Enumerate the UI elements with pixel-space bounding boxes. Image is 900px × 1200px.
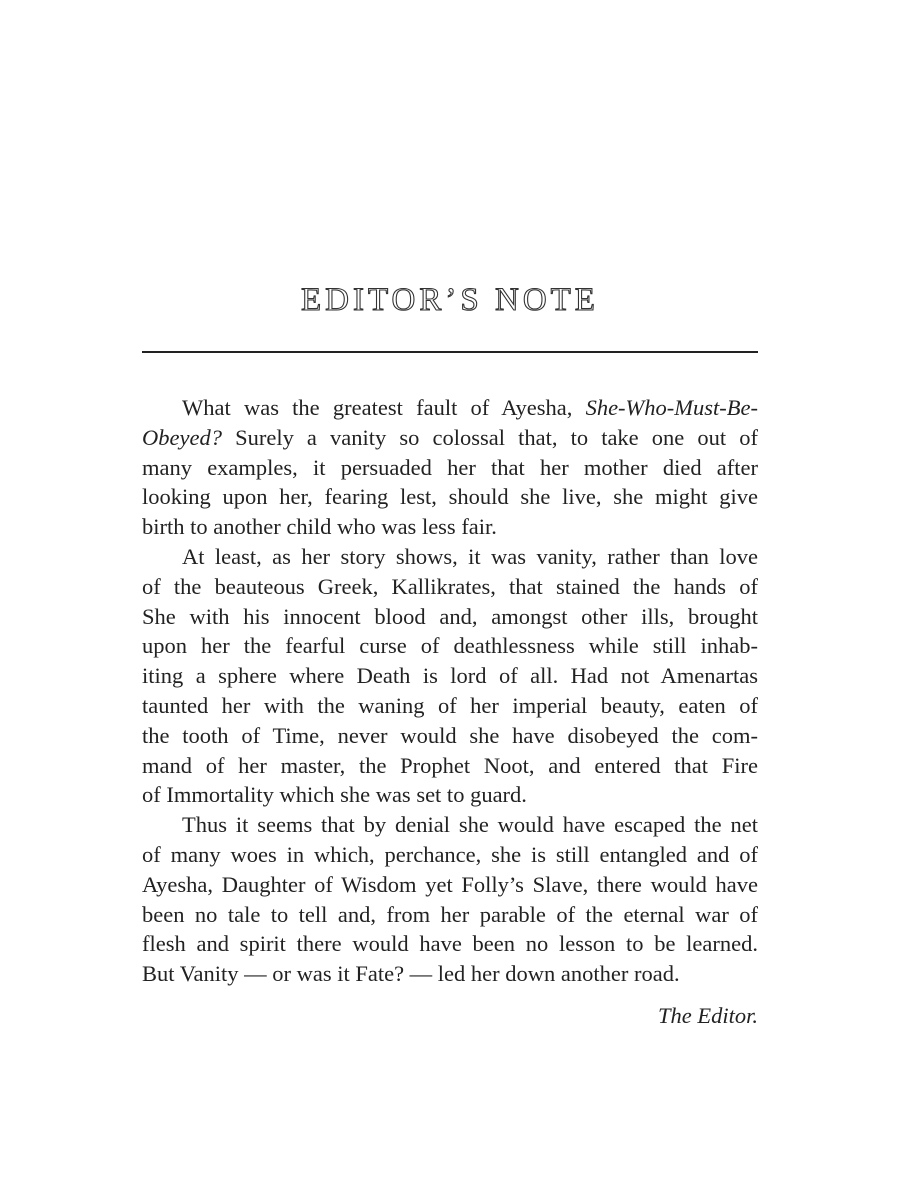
body-line xyxy=(142,423,758,453)
italic-phrase: Obeyed? xyxy=(142,424,222,450)
body-line: flesh and spirit there would have been no lesson to be learned. xyxy=(142,931,758,957)
line-text: What was the greatest fault of Ayesha, xyxy=(182,395,586,420)
note-body xyxy=(142,393,758,989)
body-line: taunted her with the waning of her imperial beauty, eaten of xyxy=(142,692,758,718)
body-line: of the beauteous Greek, Kallikrates, that stained the hands of xyxy=(142,573,758,599)
body-line: iting a sphere where Death is lord of all. Had not Amenartas xyxy=(142,663,758,689)
title-rule xyxy=(142,351,758,353)
body-line: mand of her master, the Prophet Noot, and entered that Fire xyxy=(142,752,758,778)
body-line: of Immortality which she was set to guard. xyxy=(142,782,527,808)
body-line: But Vanity — or was it Fate? — led her down another road. xyxy=(142,961,680,987)
body-line: been no tale to tell and, from her parable of the eternal war of xyxy=(142,901,758,927)
body-line xyxy=(142,393,758,423)
signature: The Editor. xyxy=(657,1003,758,1028)
line-text: Surely a vanity so colossal that, to take one out of xyxy=(221,424,758,450)
body-line: of many woes in which, perchance, she is still entangled and of xyxy=(142,841,758,867)
body-line: Thus it seems that by denial she would have escaped the net xyxy=(182,812,758,838)
body-line: At least, as her story shows, it was vanity, rather than love xyxy=(182,543,758,569)
body-line: many examples, it persuaded her that her mother died after xyxy=(142,454,758,480)
body-line: the tooth of Time, never would she have disobeyed the com- xyxy=(142,722,758,748)
page-title: EDITOR’S NOTE xyxy=(301,282,599,318)
body-line: upon her the fearful curse of deathlessness while still inhab- xyxy=(142,633,758,659)
body-line: looking upon her, fearing lest, should she live, she might give xyxy=(142,484,758,510)
italic-phrase: She-Who-Must-Be- xyxy=(585,395,758,420)
body-line: Ayesha, Daughter of Wisdom yet Folly’s Slave, there would have xyxy=(142,871,758,897)
body-line: She with his innocent blood and, amongst other ills, brought xyxy=(142,603,758,629)
body-line: birth to another child who was less fair. xyxy=(142,514,497,540)
